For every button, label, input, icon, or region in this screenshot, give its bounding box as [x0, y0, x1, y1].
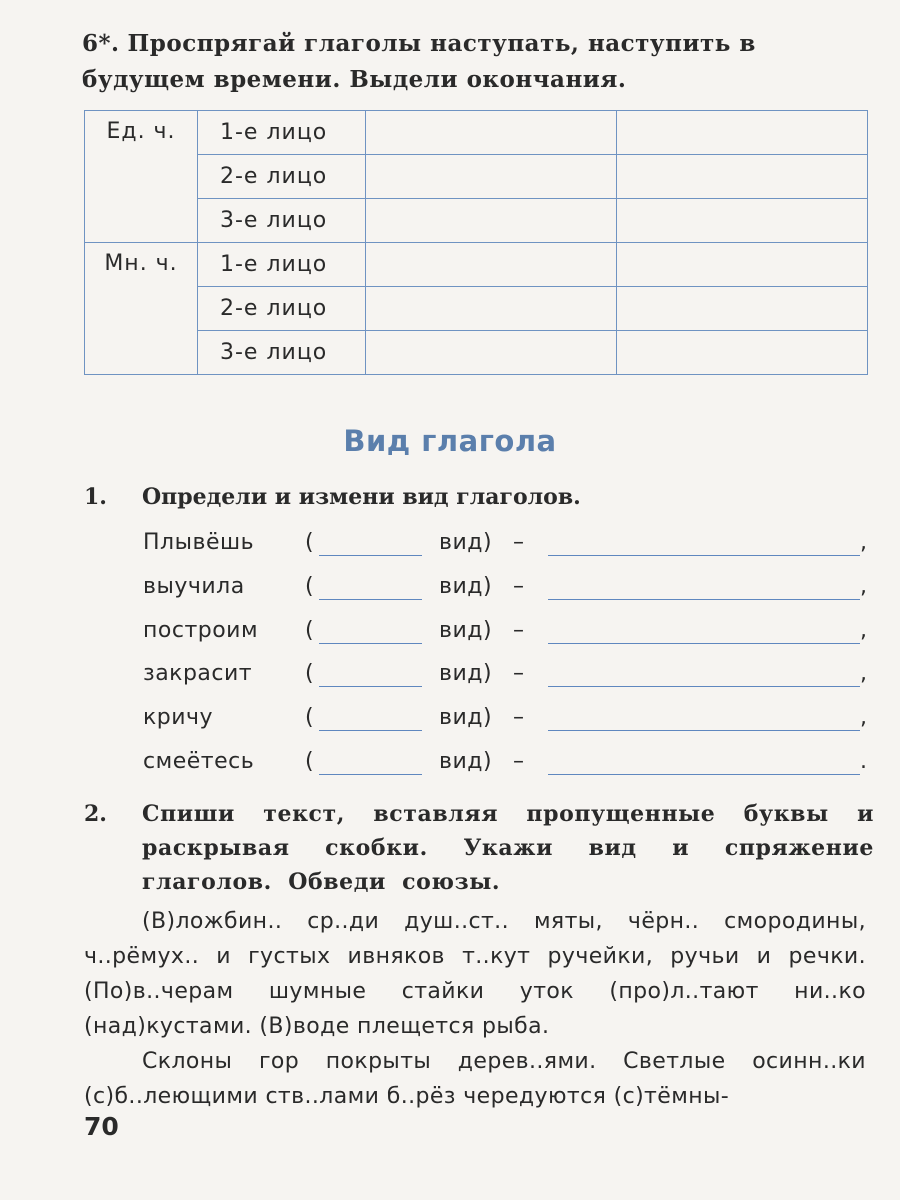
verb-word: смеётесь — [143, 749, 255, 774]
verb-word: кричу — [143, 705, 214, 730]
open-paren: ( — [305, 661, 315, 686]
vid-label: вид) — [439, 618, 493, 643]
open-paren: ( — [305, 574, 315, 599]
dash: – — [513, 705, 525, 730]
dash: – — [513, 749, 525, 774]
task-6-text-pre: Проспрягай глаголы — [127, 30, 431, 57]
person-cell: 1-е лицо — [198, 243, 366, 287]
task-2 — [84, 797, 874, 899]
task-2-number: 2. — [84, 801, 107, 827]
dash: – — [513, 530, 525, 555]
exercise-paragraph: (В)ложбин.. ср..ди душ..ст.. мяты, чёрн.. смородины, ч..рёмух.. и густых ивняков т..кут ручейки, ручьи и речки. (По)в..черам шумные стайки уток (про)л..тают ни..ко (над)кустами. (В)воде плещется рыба. — [84, 909, 866, 1039]
end-punct: , — [860, 530, 868, 555]
open-paren: ( — [305, 618, 315, 643]
table-row — [85, 155, 868, 199]
exercise-paragraph: Склоны гор покрыты дерев..ями. Светлые осинн..ки (с)б..леющими ств..лами б..рёз чередуются (с)тёмны- — [84, 1049, 866, 1109]
aspect-blank[interactable] — [319, 643, 422, 644]
task-6-number: 6*. — [82, 30, 120, 57]
answer-blank[interactable] — [548, 774, 860, 775]
answer-cell[interactable] — [366, 243, 617, 287]
task-6-verbs: наступать, наступить — [430, 30, 731, 57]
conjugation-table — [84, 110, 868, 375]
table-row — [85, 243, 868, 287]
answer-cell[interactable] — [617, 199, 868, 243]
answer-cell[interactable] — [617, 243, 868, 287]
aspect-blank[interactable] — [319, 774, 422, 775]
task-1-number: 1. — [84, 484, 107, 510]
verb-word: Плывёшь — [143, 530, 255, 555]
task-6-text-post: в будущем времени. Выдели окончания. — [82, 30, 756, 93]
end-punct: , — [860, 618, 868, 643]
answer-cell[interactable] — [617, 111, 868, 155]
dash: – — [513, 661, 525, 686]
table-row — [85, 111, 868, 155]
singular-label: Ед. ч. — [85, 111, 198, 243]
answer-blank[interactable] — [548, 686, 860, 687]
table-row — [85, 331, 868, 375]
task-1 — [84, 484, 581, 510]
answer-cell[interactable] — [366, 155, 617, 199]
task-2-instruction: Спиши текст, вставляя пропущенные буквы и раскрывая скобки. Укажи вид и спряжение глаголов. Обведи союзы. — [142, 801, 874, 895]
vid-label: вид) — [439, 574, 493, 599]
open-paren: ( — [305, 530, 315, 555]
vid-label: вид) — [439, 749, 493, 774]
open-paren: ( — [305, 705, 315, 730]
dash: – — [513, 574, 525, 599]
aspect-blank[interactable] — [319, 599, 422, 600]
end-punct: , — [860, 661, 868, 686]
answer-cell[interactable] — [617, 331, 868, 375]
answer-blank[interactable] — [548, 599, 860, 600]
person-cell: 2-е лицо — [198, 155, 366, 199]
answer-cell[interactable] — [366, 287, 617, 331]
table-row — [85, 199, 868, 243]
verb-word: выучила — [143, 574, 245, 599]
answer-blank[interactable] — [548, 643, 860, 644]
end-punct: , — [860, 574, 868, 599]
exercise-text — [84, 904, 866, 1114]
answer-cell[interactable] — [366, 111, 617, 155]
page-number: 70 — [84, 1112, 119, 1141]
person-cell: 2-е лицо — [198, 287, 366, 331]
vid-label: вид) — [439, 530, 493, 555]
task-1-instruction: Определи и измени вид глаголов. — [142, 484, 581, 510]
vid-label: вид) — [439, 661, 493, 686]
verb-word: закрасит — [143, 661, 253, 686]
person-cell: 1-е лицо — [198, 111, 366, 155]
answer-cell[interactable] — [617, 155, 868, 199]
table-row — [85, 287, 868, 331]
answer-cell[interactable] — [366, 199, 617, 243]
answer-blank[interactable] — [548, 730, 860, 731]
answer-cell[interactable] — [617, 287, 868, 331]
aspect-blank[interactable] — [319, 555, 422, 556]
section-title: Вид глагола — [343, 424, 557, 458]
dash: – — [513, 618, 525, 643]
aspect-blank[interactable] — [319, 686, 422, 687]
aspect-blank[interactable] — [319, 730, 422, 731]
person-cell: 3-е лицо — [198, 199, 366, 243]
end-punct: . — [860, 749, 868, 774]
person-cell: 3-е лицо — [198, 331, 366, 375]
answer-blank[interactable] — [548, 555, 860, 556]
open-paren: ( — [305, 749, 315, 774]
answer-cell[interactable] — [366, 331, 617, 375]
vid-label: вид) — [439, 705, 493, 730]
verb-word: построим — [143, 618, 259, 643]
task-6 — [82, 26, 872, 98]
plural-label: Мн. ч. — [85, 243, 198, 375]
end-punct: , — [860, 705, 868, 730]
